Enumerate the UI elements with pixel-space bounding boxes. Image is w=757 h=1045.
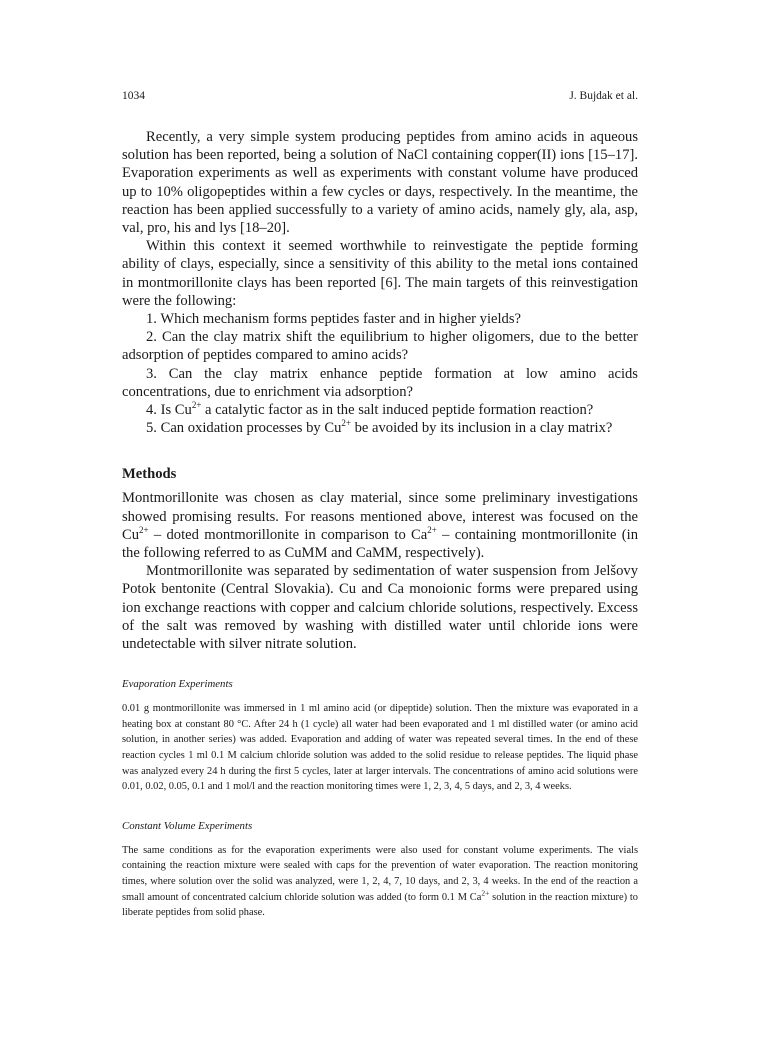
constant-volume-paragraph: [122, 843, 638, 921]
question-5-text-a: 5. Can oxidation processes by Cu: [146, 420, 342, 437]
article-body: [122, 128, 638, 921]
question-4: [122, 401, 638, 419]
methods-paragraph-1-text-c: – containing montmorillonite (in the following referred to as CuMM and CaMM, respectively).: [122, 526, 638, 562]
research-questions-list: [122, 310, 638, 437]
page-number: 1034: [122, 90, 145, 102]
question-1: 1. Which mechanism forms peptides faster and in higher yields?: [146, 311, 522, 328]
introduction-section: [122, 128, 638, 437]
evaporation-subsection: [122, 677, 638, 795]
intro-paragraph-1: Recently, a very simple system producing peptides from amino acids in aqueous solution has been reported, being a solution of NaCl containing copper(II) ions [15–17]. Evaporation experiments as well as experiments with constant volume have produced up to 10% oligopeptides within a few cycles or days, respectively. In the meantime, the reaction has been applied successfully to a variety of amino acids, namely gly, ala, asp, val, pro, his and lys [18–20].: [122, 129, 638, 237]
running-head: J. Bujdak et al.: [569, 90, 638, 102]
charge-superscript: 2+: [427, 525, 437, 535]
methods-paragraph-1-text-a: Montmorillonite was chosen as clay material, since some preliminary investigations showed promising results. For reasons mentioned above, interest was focused on the Cu: [122, 490, 638, 543]
evaporation-paragraph: 0.01 g montmorillonite was immersed in 1 ml amino acid (or dipeptide) solution. Then the mixture was evaporated in a heating box at constant 80 °C. After 24 h (1 cycle) all water had been evaporated and 1 ml distilled water (or amino acid solution, in another series) was added. Evaporation and adding of water was repeated several times. In the end of these reaction cycles 1 ml 0.1 M calcium chloride solution was added to the solid residue to release peptides. The liquid phase was analyzed every 24 h during the first 5 cycles, later at larger intervals. The concentrations of amino acid solutions were 0.01, 0.02, 0.05, 0.1 and 1 mol/l and the reaction monitoring times were 1, 2, 3, 4, 5 days, and 2, 3, 4 weeks.: [122, 703, 638, 793]
charge-superscript: 2+: [139, 525, 149, 535]
evaporation-heading: Evaporation Experiments: [122, 678, 233, 691]
charge-superscript: 2+: [341, 418, 351, 429]
question-3: 3. Can the clay matrix enhance peptide formation at low amino acids concentrations, due to enrichment via adsorption?: [122, 365, 638, 400]
methods-paragraph-1: [122, 489, 638, 562]
question-5: [122, 419, 638, 437]
constant-volume-subsection: [122, 819, 638, 921]
charge-superscript: 2+: [481, 888, 490, 898]
question-2: 2. Can the clay matrix shift the equilibrium to higher oligomers, due to the better adsorption of peptides compared to amino acids?: [122, 329, 638, 364]
methods-section: [122, 465, 638, 653]
intro-paragraph-2: Within this context it seemed worthwhile to reinvestigate the peptide forming ability of clays, especially, since a sensitivity of this ability to the metal ions contained in montmorillonite clays has been reported [6]. The main targets of this reinvestigation were the following:: [122, 238, 638, 309]
page-header: [122, 90, 638, 106]
question-4-text-b: a catalytic factor as in the salt induced peptide formation reaction?: [201, 402, 594, 419]
charge-superscript: 2+: [191, 400, 202, 411]
question-4-text-a: 4. Is Cu: [146, 402, 192, 419]
methods-paragraph-2: Montmorillonite was separated by sedimentation of water suspension from Jelšovy Potok bentonite (Central Slovakia). Cu and Ca monoionic forms were prepared using ion exchange reactions with copper and calcium chloride solutions, respectively. Excess of the salt was removed by washing with distilled water until chloride ions were undetectable with silver nitrate solution.: [122, 563, 638, 653]
constant-volume-text-b: solution in the reaction mixture) to liberate peptides from solid phase.: [122, 891, 639, 919]
methods-heading: Methods: [122, 466, 177, 483]
constant-volume-heading: Constant Volume Experiments: [122, 819, 253, 832]
methods-paragraph-1-text-b: – doted montmorillonite in comparison to Ca: [148, 526, 428, 543]
constant-volume-text-a: The same conditions as for the evaporation experiments were also used for constant volume experiments. The vials containing the reaction mixture were sealed with caps for the prevention of water evaporation. The reaction monitoring times, where solution over the solid was analyzed, were 1, 2, 4, 7, 10 days, and 2, 3, 4 weeks. In the end of the reaction a small amount of concentrated calcium chloride solution was added (to form 0.1 M Ca: [122, 844, 638, 903]
question-5-text-b: be avoided by its inclusion in a clay matrix?: [350, 420, 613, 437]
